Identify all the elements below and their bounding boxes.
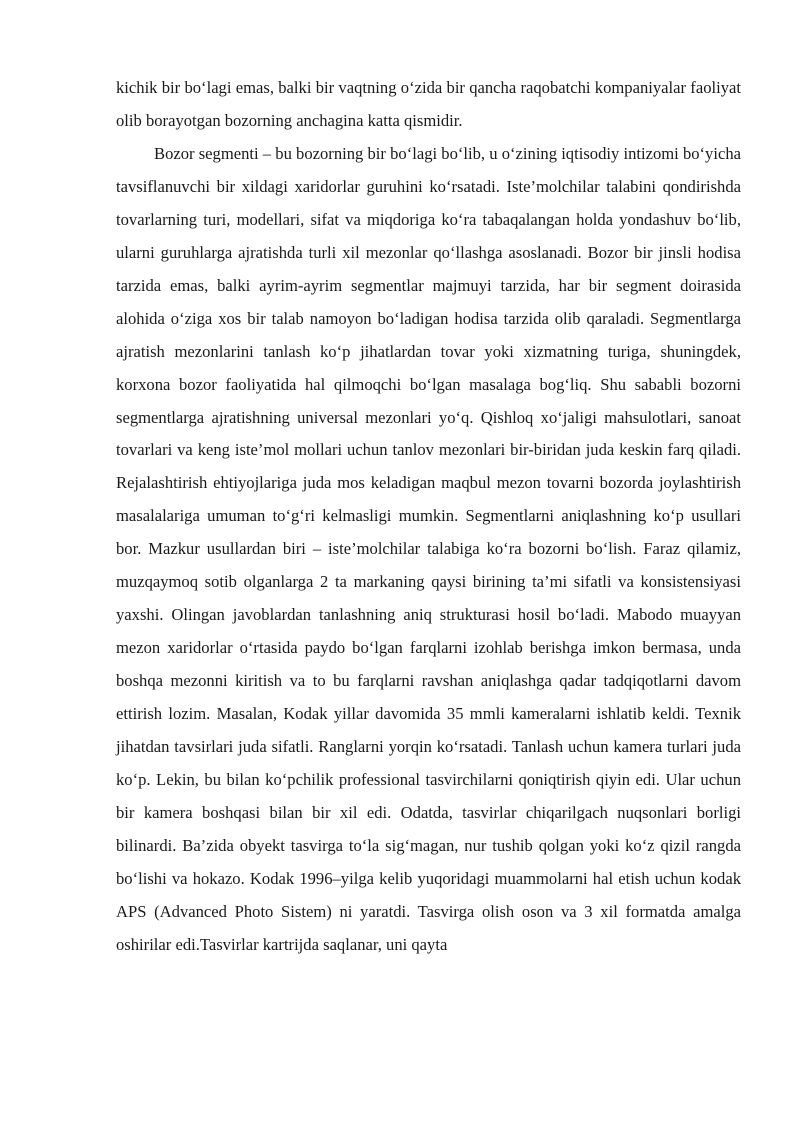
paragraph-continuation: kichik bir bo‘lagi emas, balki bir vaqtning o‘zida bir qancha raqobatchi kompaniyalar faoliyat olib borayotgan bozorning anchagina katta qismidir. xyxy=(116,78,741,130)
document-page xyxy=(116,72,741,962)
paragraph-bozor-segmenti: Bozor segmenti – bu bozorning bir bo‘lagi bo‘lib, u o‘zining iqtisodiy intizomi bo‘yicha tavsiflanuvchi bir xildagi xaridorlar guruhini ko‘rsatadi. Iste’molchilar talabini qondirishda tovarlarning turi, modellari, sifat va miqdoriga ko‘ra tabaqalangan holda yondashuv bo‘lib, ularni guruhlarga ajratishda turli xil mezonlar qo‘llashga asoslanadi. Bozor bir jinsli hodisa tarzida emas, balki ayrim-ayrim segmentlar majmuyi tarzida, har bir segment doirasida alohida o‘ziga xos bir talab namoyon bo‘ladigan hodisa tarzida olib qaraladi. Segmentlarga ajratish mezonlarini tanlash ko‘p jihatlardan tovar yoki xizmatning turiga, shuningdek, korxona bozor faoliyatida hal qilmoqchi bo‘lgan masalaga bog‘liq. Shu sababli bozorni segmentlarga ajratishning universal mezonlari yo‘q. Qishloq xo‘jaligi mahsulotlari, sanoat tovarlari va keng iste’mol mollari uchun tanlov mezonlari bir-biridan juda keskin farq qiladi. Rejalashtirish ehtiyojlariga juda mos keladigan maqbul mezon tovarni bozorda joylashtirish masalalariga umuman to‘g‘ri kelmasligi mumkin. Segmentlarni aniqlashning ko‘p usullari bor. Mazkur usullardan biri – iste’molchilar talabiga ko‘ra bozorni bo‘lish. Faraz qilamiz, muzqaymoq sotib olganlarga 2 ta markaning qaysi birining ta’mi sifatli va konsistensiyasi yaxshi. Olingan javoblardan tanlashning aniq strukturasi hosil bo‘ladi. Mabodo muayyan mezon xaridorlar o‘rtasida paydo bo‘lgan farqlarni izohlab berishga imkon bermasa, unda boshqa mezonni kiritish va to bu farqlarni ravshan aniqlashga qadar tadqiqotlarni davom ettirish lozim. Masalan, Kodak yillar davomida 35 mmli kameralarni ishlatib keldi. Texnik jihatdan tavsirlari juda sifatli. Ranglarni yorqin ko‘rsatadi. Tanlash uchun kamera turlari juda ko‘p. Lekin, bu bilan ko‘pchilik professional tasvirchilarni qoniqtirish qiyin edi. Ular uchun bir kamera boshqasi bilan bir xil edi. Odatda, tasvirlar chiqarilgach nuqsonlari borligi bilinardi. Ba’zida obyekt tasvirga to‘la sig‘magan, nur tushib qolgan yoki ko‘z qizil rangda bo‘lishi va hokazo. Kodak 1996–yilga kelib yuqoridagi muammolarni hal etish uchun kodak APS (Advanced Photo Sistem) ni yaratdi. Tasvirga olish oson va 3 xil formatda amalga oshirilar edi.Tasvirlar kartrijda saqlanar, uni qayta xyxy=(116,143,741,954)
